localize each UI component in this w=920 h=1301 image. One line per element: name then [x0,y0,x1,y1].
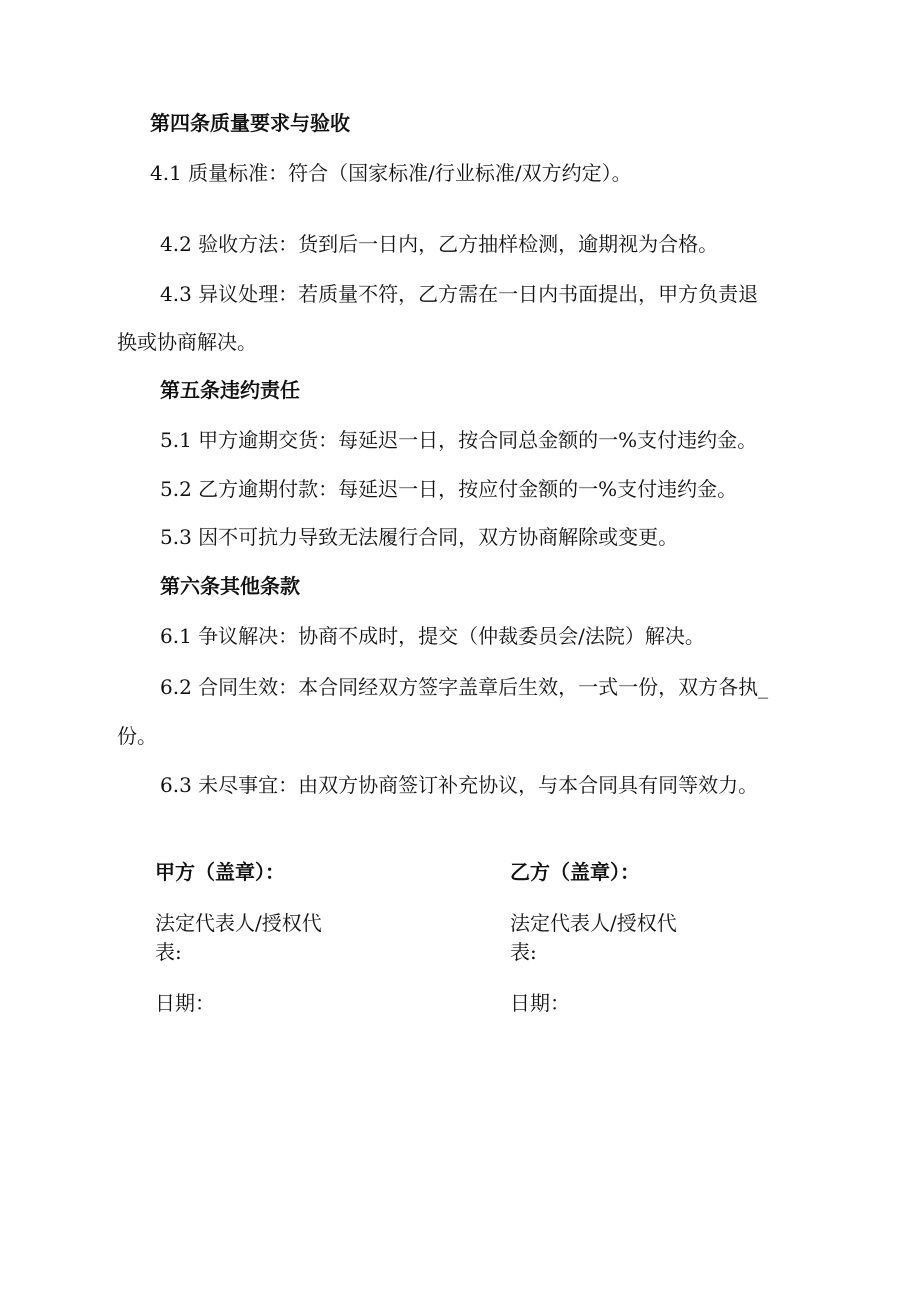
clause-5-1: 5.1 甲方逾期交货：每延迟一日，按合同总金额的一%支付违约金。 [160,428,758,452]
clause-4-1: 4.1 质量标准：符合（国家标准/行业标准/双方约定）。 [150,161,632,185]
clause-5-3: 5.3 因不可抗力导致无法履行合同，双方协商解除或变更。 [160,525,679,549]
clause-5-2: 5.2 乙方逾期付款：每延迟一日，按应付金额的一%支付违约金。 [160,477,738,501]
party-a-seal-label: 甲方（盖章）： [155,860,285,884]
party-a-representative-label: 法定代表人/授权代 [155,911,322,935]
party-b-representative-label: 法定代表人/授权代 [510,911,677,935]
article-4-heading: 第四条质量要求与验收 [150,111,350,135]
party-a-date-label: 日期： [155,991,215,1015]
clause-6-3: 6.3 未尽事宜：由双方协商签订补充协议，与本合同具有同等效力。 [160,773,759,797]
clause-4-3: 4.3 异议处理：若质量不符，乙方需在一日内书面提出，甲方负责退 [160,282,759,306]
clause-4-2: 4.2 验收方法：货到后一日内，乙方抽样检测，逾期视为合格。 [160,232,719,256]
party-b-seal-label: 乙方（盖章）： [510,860,640,884]
party-a-representative-label-continued: 表: [155,940,182,964]
party-b-date-label: 日期： [510,991,570,1015]
clause-4-3-continued: 换或协商解决。 [117,330,257,354]
clause-6-2-continued: 份。 [117,724,157,748]
party-b-representative-label-continued: 表: [510,940,537,964]
clause-6-1: 6.1 争议解决：协商不成时，提交（仲裁委员会/法院）解决。 [160,624,705,648]
article-5-heading: 第五条违约责任 [160,378,300,402]
article-6-heading: 第六条其他条款 [160,574,300,598]
clause-6-2: 6.2 合同生效：本合同经双方签字盖章后生效，一式一份，双方各执_ [160,675,769,699]
